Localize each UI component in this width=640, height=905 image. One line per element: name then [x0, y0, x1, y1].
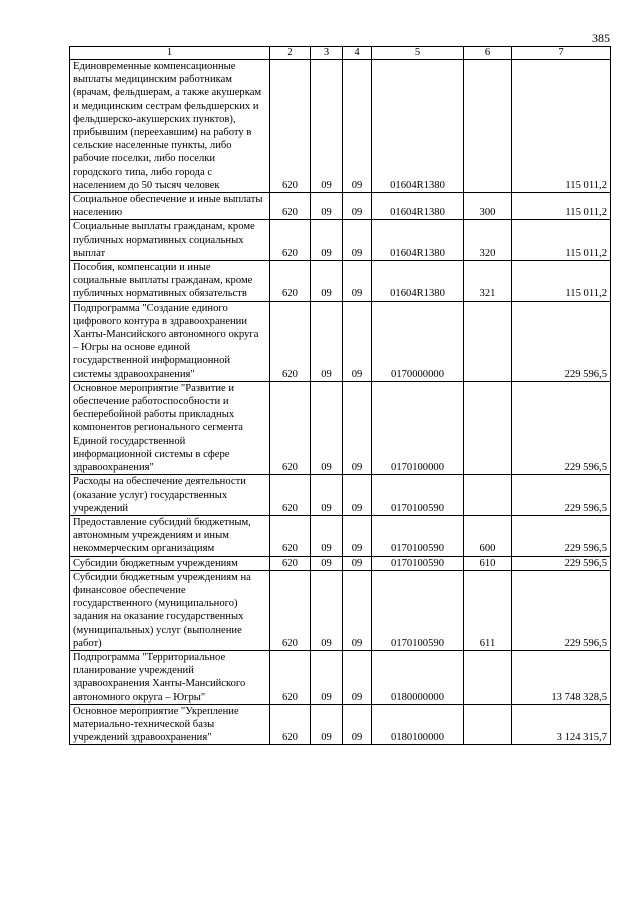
- ministry-code: 620: [270, 220, 311, 261]
- expense-name: Субсидии бюджетным учреждениям: [70, 556, 270, 570]
- expense-type-code: [464, 704, 512, 745]
- section-code: 09: [311, 570, 343, 650]
- subsection-code: 09: [343, 220, 372, 261]
- amount: 115 011,2: [512, 60, 611, 193]
- subsection-code: 09: [343, 60, 372, 193]
- expense-name: Основное мероприятие "Укрепление материально-технической базы учреждений здравоохранения": [70, 704, 270, 745]
- section-code: 09: [311, 261, 343, 302]
- amount: 229 596,5: [512, 475, 611, 516]
- subsection-code: 09: [343, 261, 372, 302]
- amount: 13 748 328,5: [512, 650, 611, 704]
- target-article-code: 0170100000: [372, 381, 464, 474]
- expense-type-code: 300: [464, 193, 512, 220]
- amount: 115 011,2: [512, 261, 611, 302]
- column-header: 5: [372, 47, 464, 60]
- expense-name: Подпрограмма "Создание единого цифрового контура в здравоохранении Ханты-Мансийского автономного округа – Югры на основе единой государственной информационной системы здравоохранения": [70, 301, 270, 381]
- section-code: 09: [311, 650, 343, 704]
- ministry-code: 620: [270, 515, 311, 556]
- ministry-code: 620: [270, 381, 311, 474]
- amount: 229 596,5: [512, 381, 611, 474]
- target-article-code: 0170100590: [372, 515, 464, 556]
- subsection-code: 09: [343, 515, 372, 556]
- target-article-code: 0170000000: [372, 301, 464, 381]
- ministry-code: 620: [270, 261, 311, 302]
- expense-name: Социальные выплаты гражданам, кроме публичных нормативных социальных выплат: [70, 220, 270, 261]
- expense-type-code: 320: [464, 220, 512, 261]
- subsection-code: 09: [343, 650, 372, 704]
- target-article-code: 0170100590: [372, 556, 464, 570]
- expense-name: Пособия, компенсации и иные социальные выплаты гражданам, кроме публичных нормативных обязательств: [70, 261, 270, 302]
- section-code: 09: [311, 193, 343, 220]
- section-code: 09: [311, 60, 343, 193]
- table-row: [70, 193, 611, 220]
- budget-table: [69, 46, 611, 745]
- expense-type-code: 321: [464, 261, 512, 302]
- expense-type-code: 611: [464, 570, 512, 650]
- section-code: 09: [311, 220, 343, 261]
- amount: 229 596,5: [512, 570, 611, 650]
- table-row: [70, 475, 611, 516]
- table-row: [70, 570, 611, 650]
- expense-name: Единовременные компенсационные выплаты медицинским работникам (врачам, фельдшерам, а также акушеркам и медицинским сестрам фельдшерских и фельдшерско-акушерских пунктов), прибывшим (переехавшим) на работу в сельские населенные пункты, либо рабочие поселки, либо поселки городского типа, либо города с населением до 50 тысяч человек: [70, 60, 270, 193]
- table-row: [70, 704, 611, 745]
- section-code: 09: [311, 515, 343, 556]
- ministry-code: 620: [270, 301, 311, 381]
- subsection-code: 09: [343, 381, 372, 474]
- ministry-code: 620: [270, 570, 311, 650]
- column-number-header-row: [70, 47, 611, 60]
- expense-type-code: [464, 301, 512, 381]
- target-article-code: 01604R1380: [372, 261, 464, 302]
- target-article-code: 01604R1380: [372, 193, 464, 220]
- section-code: 09: [311, 381, 343, 474]
- subsection-code: 09: [343, 556, 372, 570]
- subsection-code: 09: [343, 570, 372, 650]
- expense-name: Субсидии бюджетным учреждениям на финансовое обеспечение государственного (муниципального) задания на оказание государственных (муниципальных) услуг (выполнение работ): [70, 570, 270, 650]
- column-header: 1: [70, 47, 270, 60]
- column-header: 4: [343, 47, 372, 60]
- table-row: [70, 261, 611, 302]
- subsection-code: 09: [343, 704, 372, 745]
- page-number: 385: [592, 31, 610, 45]
- expense-name: Подпрограмма "Территориальное планирование учреждений здравоохранения Ханты-Мансийского автономного округа – Югры": [70, 650, 270, 704]
- amount: 229 596,5: [512, 301, 611, 381]
- expense-type-code: [464, 650, 512, 704]
- expense-type-code: [464, 381, 512, 474]
- ministry-code: 620: [270, 193, 311, 220]
- target-article-code: 0180100000: [372, 704, 464, 745]
- column-header: 2: [270, 47, 311, 60]
- subsection-code: 09: [343, 301, 372, 381]
- amount: 115 011,2: [512, 220, 611, 261]
- expense-name: Предоставление субсидий бюджетным, автономным учреждениям и иным некоммерческим организациям: [70, 515, 270, 556]
- section-code: 09: [311, 475, 343, 516]
- section-code: 09: [311, 556, 343, 570]
- amount: 3 124 315,7: [512, 704, 611, 745]
- table-row: [70, 60, 611, 193]
- expense-name: Основное мероприятие "Развитие и обеспечение работоспособности и бесперебойной работы прикладных компонентов регионального сегмента Единой государственной информационной системы в сфере здравоохранения": [70, 381, 270, 474]
- amount: 115 011,2: [512, 193, 611, 220]
- expense-type-code: 610: [464, 556, 512, 570]
- target-article-code: 0180000000: [372, 650, 464, 704]
- table-row: [70, 301, 611, 381]
- expense-type-code: [464, 60, 512, 193]
- column-header: 7: [512, 47, 611, 60]
- table-row: [70, 220, 611, 261]
- amount: 229 596,5: [512, 556, 611, 570]
- ministry-code: 620: [270, 704, 311, 745]
- target-article-code: 01604R1380: [372, 220, 464, 261]
- ministry-code: 620: [270, 60, 311, 193]
- expense-type-code: [464, 475, 512, 516]
- subsection-code: 09: [343, 193, 372, 220]
- column-header: 6: [464, 47, 512, 60]
- ministry-code: 620: [270, 650, 311, 704]
- expense-name: Социальное обеспечение и иные выплаты населению: [70, 193, 270, 220]
- amount: 229 596,5: [512, 515, 611, 556]
- ministry-code: 620: [270, 556, 311, 570]
- target-article-code: 01604R1380: [372, 60, 464, 193]
- expense-name: Расходы на обеспечение деятельности (оказание услуг) государственных учреждений: [70, 475, 270, 516]
- target-article-code: 0170100590: [372, 475, 464, 516]
- target-article-code: 0170100590: [372, 570, 464, 650]
- table-row: [70, 650, 611, 704]
- section-code: 09: [311, 704, 343, 745]
- ministry-code: 620: [270, 475, 311, 516]
- expense-type-code: 600: [464, 515, 512, 556]
- table-row: [70, 381, 611, 474]
- table-row: [70, 556, 611, 570]
- subsection-code: 09: [343, 475, 372, 516]
- column-header: 3: [311, 47, 343, 60]
- table-row: [70, 515, 611, 556]
- section-code: 09: [311, 301, 343, 381]
